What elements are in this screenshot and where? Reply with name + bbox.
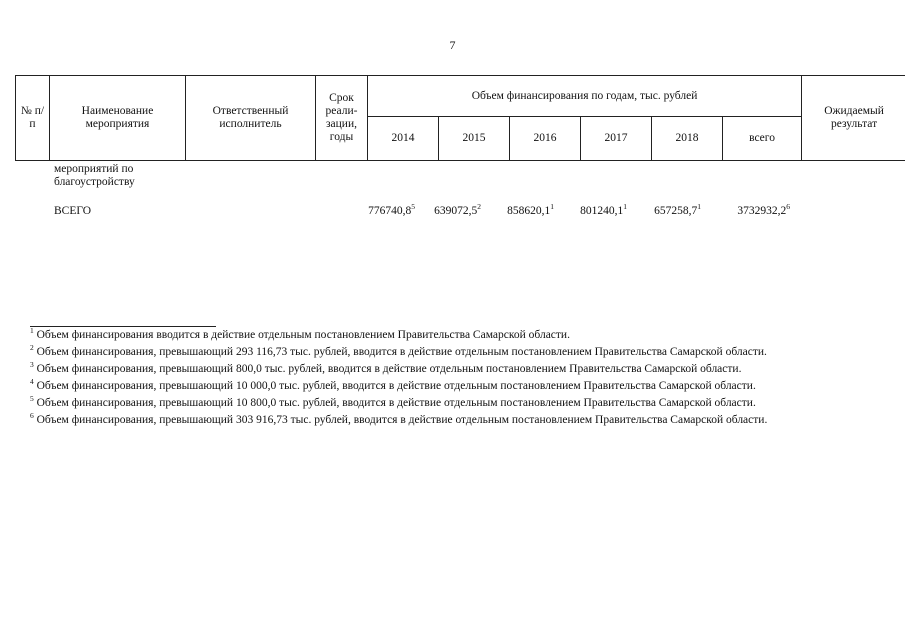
header-total: всего bbox=[723, 117, 802, 161]
header-number: № п/п bbox=[16, 76, 50, 161]
total-all-years: 3732932,2$^6$ bbox=[737, 202, 790, 217]
footnote-mark: 4 bbox=[30, 377, 34, 387]
page-number: 7 bbox=[449, 38, 456, 52]
footnote-5: $^5$ Объем финансирования, превышающий 10 800,0 тыс. рублей, вводится в действие отдельным постановлением Правительства Самарской области. bbox=[30, 394, 756, 409]
total-2015: 639072,5$^2$ bbox=[434, 202, 481, 217]
total-2017: 801240,1$^1$ bbox=[580, 202, 627, 217]
total-2016: 858620,1$^1$ bbox=[507, 202, 554, 217]
header-term: Срок реали-зации, годы bbox=[316, 76, 368, 161]
footnote-ref: 2 bbox=[477, 202, 481, 212]
footnote-ref: 1 bbox=[697, 202, 701, 212]
header-year-2018: 2018 bbox=[652, 117, 723, 161]
funding-table bbox=[15, 75, 905, 161]
footnote-4: $^4$ Объем финансирования, превышающий 10 000,0 тыс. рублей, вводится в действие отдельным постановлением Правительства Самарской области. bbox=[30, 377, 756, 392]
footnotes bbox=[30, 326, 850, 431]
header-year-2017: 2017 bbox=[581, 117, 652, 161]
header-year-2016: 2016 bbox=[510, 117, 581, 161]
footnote-mark: 6 bbox=[30, 411, 34, 421]
footnote-3: $^3$ Объем финансирования, превышающий 800,0 тыс. рублей, вводится в действие отдельным постановлением Правительства Самарской области. bbox=[30, 360, 742, 375]
footnote-ref: 1 bbox=[623, 202, 627, 212]
header-year-2015: 2015 bbox=[439, 117, 510, 161]
header-expected-result: Ожидаемый результат bbox=[802, 76, 905, 161]
footnote-ref: 1 bbox=[550, 202, 554, 212]
total-row-label: ВСЕГО bbox=[54, 205, 92, 217]
footnote-6: $^6$ Объем финансирования, превышающий 303 916,73 тыс. рублей, вводится в действие отдельным постановлением Правительства Самарской области. bbox=[30, 411, 768, 426]
continuation-row-label: мероприятий по благоустройству bbox=[54, 163, 135, 188]
footnote-mark: 5 bbox=[30, 394, 34, 404]
footnote-separator bbox=[30, 326, 216, 327]
footnote-ref: 6 bbox=[786, 202, 790, 212]
footnote-mark: 1 bbox=[30, 326, 34, 336]
footnote-1: $^1$ Объем финансирования вводится в действие отдельным постановлением Правительства Самарской области. bbox=[30, 326, 570, 341]
footnote-mark: 2 bbox=[30, 343, 34, 353]
header-funding-by-year: Объем финансирования по годам, тыс. рублей bbox=[368, 76, 802, 117]
header-responsible: Ответственный исполнитель bbox=[186, 76, 316, 161]
header-year-2014: 2014 bbox=[368, 117, 439, 161]
total-2014: 776740,8$^5$ bbox=[368, 202, 415, 217]
footnote-mark: 3 bbox=[30, 360, 34, 370]
header-event-name: Наименование мероприятия bbox=[50, 76, 186, 161]
footnote-ref: 5 bbox=[411, 202, 415, 212]
total-2018: 657258,7$^1$ bbox=[654, 202, 701, 217]
footnote-2: $^2$ Объем финансирования, превышающий 293 116,73 тыс. рублей, вводится в действие отдельным постановлением Правительства Самарской области. bbox=[30, 343, 767, 358]
total-row bbox=[15, 202, 886, 221]
